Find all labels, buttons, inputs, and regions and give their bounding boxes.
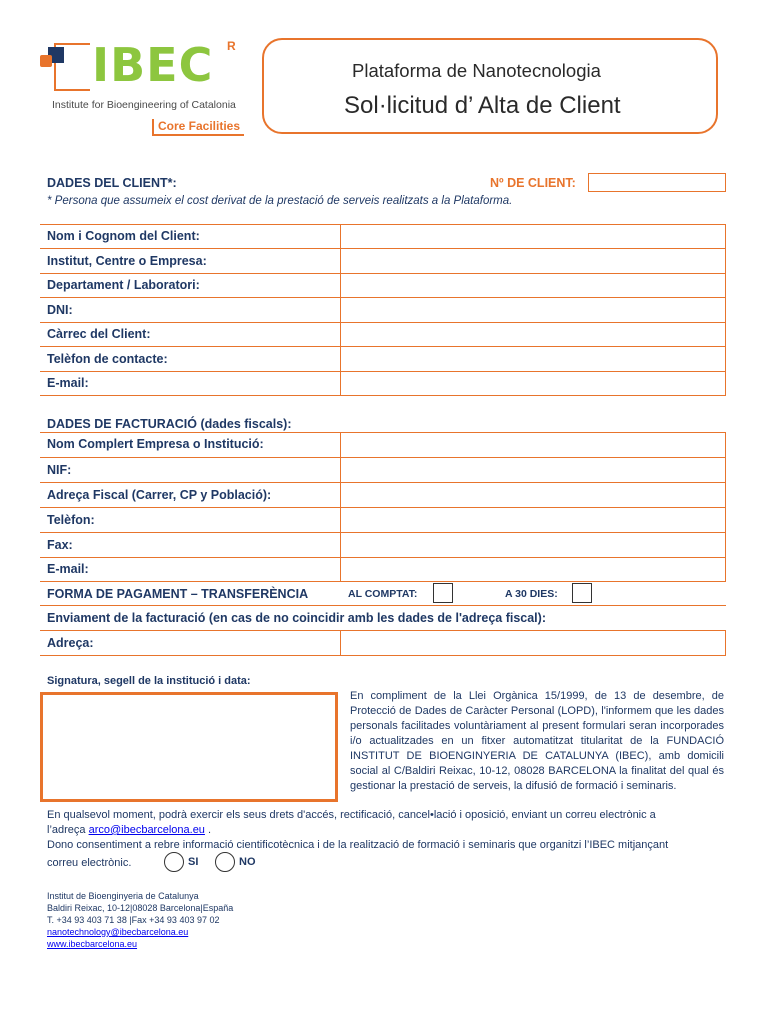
billing-phone-label: Telèfon: — [47, 513, 95, 527]
payment-method-label: FORMA DE PAGAMENT – TRANSFERÈNCIA — [47, 587, 309, 601]
fiscal-address-label: Adreça Fiscal (Carrer, CP y Població): — [47, 488, 272, 502]
rights-text: En qualsevol moment, podrà exercir els seus drets d'accés, rectificació, cancel•lació i oposició, enviant un correu electrònic a — [47, 809, 656, 821]
billing-heading: DADES DE FACTURACIÓ (dades fiscals): — [47, 417, 292, 431]
logo-registered-mark: R — [227, 39, 236, 53]
logo-wordmark: IBEC — [92, 38, 214, 92]
logo-square-orange — [40, 55, 52, 67]
signature-box[interactable] — [40, 692, 338, 802]
email-label: E-mail: — [47, 376, 89, 390]
department-field[interactable] — [341, 274, 725, 297]
client-note: * Persona que assumeix el cost derivat de la prestació de serveis realitzats a la Plataforma. — [47, 195, 513, 207]
consent-no-radio[interactable] — [215, 852, 235, 872]
shipping-address-label: Adreça: — [47, 636, 94, 650]
lopd-text: En compliment de la Llei Orgànica 15/1999, de 13 de desembre, de Protecció de Dades de Caràcter Personal (LOPD), l'informem que les dades personals facilitades voluntàriament al present formulari seran incorporades i/o actualitzades en un fitxer automatitzat titularitat de la FUNDACIÓ INSTITUT DE BIOENGINYERIA DE CATALUNYA (IBEC), amb domicili social al C/Baldiri Reixac, 10-12, 08028 BARCELONA la finalitat del qual és gestionar la prestació de serveis, la difusió de formació i seminaris. — [350, 690, 724, 792]
consent-no-label: NO — [239, 856, 256, 868]
billing-email-field[interactable] — [341, 558, 725, 581]
consent-text: Dono consentiment a rebre informació cientificotècnica i de la realització de formació i seminaris que organitzi l’IBEC mitjançant — [47, 839, 669, 851]
days30-label: A 30 DIES: — [505, 588, 558, 600]
client-name-label: Nom i Cognom del Client: — [47, 229, 200, 243]
client-name-field[interactable] — [341, 225, 725, 248]
footer — [47, 890, 233, 950]
phone-label: Telèfon de contacte: — [47, 352, 168, 366]
platform-title: Plataforma de Nanotecnologia — [352, 60, 601, 81]
footer-phone-fax: T. +34 93 403 71 38 |Fax +34 93 403 97 02 — [47, 915, 220, 925]
footer-email-link[interactable]: nanotechnology@ibecbarcelona.eu — [47, 927, 189, 937]
position-field[interactable] — [341, 323, 725, 346]
nif-label: NIF: — [47, 463, 72, 477]
consent-yes-radio[interactable] — [164, 852, 184, 872]
footer-web-link[interactable]: www.ibecbarcelona.eu — [47, 939, 138, 949]
logo-subtitle: Institute for Bioengineering of Catalonia — [52, 99, 236, 111]
billing-email-label: E-mail: — [47, 562, 89, 576]
shipping-heading: Enviament de la facturació (en cas de no coincidir amb les dades de l'adreça fiscal): — [47, 611, 546, 625]
days30-checkbox[interactable] — [572, 583, 592, 603]
cash-label: AL COMPTAT: — [348, 588, 418, 600]
dni-field[interactable] — [341, 298, 725, 322]
client-table — [40, 224, 726, 396]
billing-phone-field[interactable] — [341, 508, 725, 532]
client-data-heading: DADES DEL CLIENT*: — [47, 176, 177, 190]
company-name-field[interactable] — [341, 433, 725, 457]
core-facilities-label: Core Facilities — [152, 119, 244, 136]
client-number-label: Nº DE CLIENT: — [490, 176, 576, 190]
dni-label: DNI: — [47, 303, 73, 317]
fax-label: Fax: — [47, 538, 73, 552]
billing-table — [40, 432, 726, 656]
footer-address: Baldiri Reixac, 10-12|08028 Barcelona|España — [47, 903, 234, 913]
title-box — [262, 38, 718, 134]
consent-text-line2: correu electrònic. — [47, 857, 132, 869]
rights-suffix: . — [204, 824, 212, 836]
institution-label: Institut, Centre o Empresa: — [47, 254, 207, 268]
institution-field[interactable] — [341, 249, 725, 273]
client-number-field[interactable] — [588, 173, 726, 192]
company-name-label: Nom Complert Empresa o Institució: — [47, 437, 264, 451]
arco-email-link[interactable]: arco@ibecbarcelona.eu — [88, 824, 205, 836]
signature-label: Signatura, segell de la institució i data: — [47, 675, 251, 687]
rights-address-line — [47, 823, 211, 838]
footer-institute: Institut de Bioenginyeria de Catalunya — [47, 891, 199, 901]
position-label: Càrrec del Client: — [47, 327, 151, 341]
email-field[interactable] — [341, 372, 725, 395]
cash-checkbox[interactable] — [433, 583, 453, 603]
fiscal-address-field[interactable] — [341, 483, 725, 507]
consent-yes-label: SI — [188, 856, 199, 868]
department-label: Departament / Laboratori: — [47, 278, 200, 292]
form-title: Sol·licitud d’ Alta de Client — [344, 92, 621, 119]
nif-field[interactable] — [341, 458, 725, 482]
phone-field[interactable] — [341, 347, 725, 371]
ibec-logo — [40, 35, 250, 145]
rights-prefix: l’adreça — [47, 824, 89, 836]
fax-field[interactable] — [341, 533, 725, 557]
shipping-address-field[interactable] — [341, 631, 725, 655]
